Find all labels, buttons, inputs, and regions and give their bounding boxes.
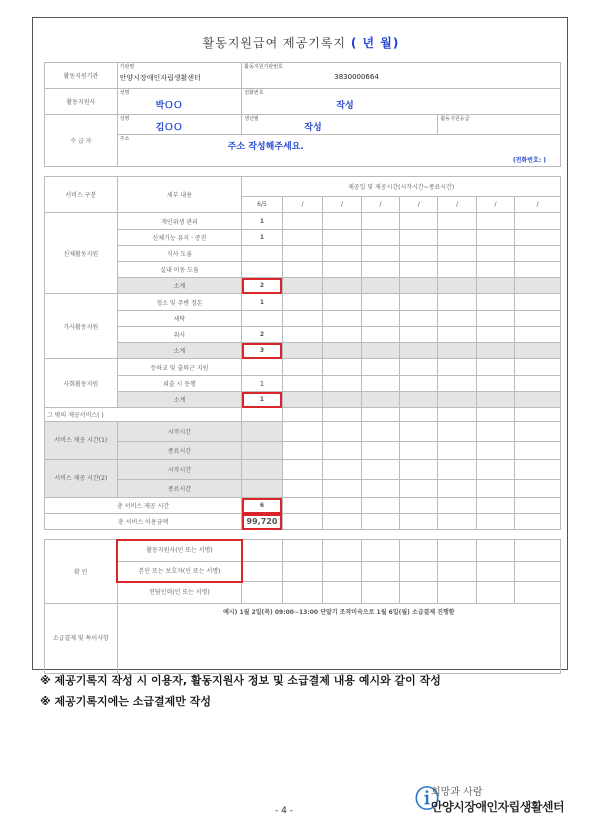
grid-cell[interactable] <box>438 408 476 422</box>
grid-cell[interactable] <box>438 460 476 480</box>
grid-cell[interactable] <box>282 327 322 343</box>
grid-cell[interactable] <box>400 498 438 514</box>
grid-cell[interactable] <box>515 376 561 392</box>
subtotal-value[interactable]: 3 <box>242 343 282 359</box>
worker-phone: 작성 <box>336 101 354 111</box>
agency-name-label: 기관명 <box>119 64 135 70</box>
grid-cell[interactable] <box>515 460 561 480</box>
grid-cell[interactable] <box>438 246 476 262</box>
detail-header: 세부 내용 <box>117 177 242 213</box>
grid-cell[interactable] <box>400 422 438 442</box>
agency-name: 안양시장애인자립생활센터 <box>119 74 201 82</box>
spacer <box>45 167 561 177</box>
grid-cell[interactable] <box>242 460 282 480</box>
section-social-label: 사회활동지원 <box>45 359 118 408</box>
grid-cell[interactable] <box>515 311 561 327</box>
grid-cell[interactable] <box>438 442 476 460</box>
grid-cell[interactable] <box>361 422 399 442</box>
grid-cell[interactable] <box>515 514 561 530</box>
row-label: 개인위생 관리 <box>117 213 242 230</box>
grid-cell[interactable] <box>438 582 476 604</box>
recipient-birth-cell[interactable] <box>242 115 438 135</box>
recipient-address-label: 주소 <box>119 136 130 142</box>
note-2: ※ 제공기록지에는 소급결제만 작성 <box>40 695 211 708</box>
agency-label: 활동지원기관 <box>45 63 118 89</box>
grid-cell[interactable] <box>361 540 399 562</box>
grid-cell[interactable] <box>438 540 476 562</box>
grid-cell[interactable] <box>476 327 514 343</box>
grid-cell[interactable] <box>515 327 561 343</box>
grid-cell[interactable] <box>242 540 282 562</box>
recipient-name: 김ＯＯ <box>155 123 183 133</box>
grid-cell[interactable] <box>282 582 322 604</box>
grid-cell[interactable] <box>323 514 361 530</box>
grid-cell[interactable] <box>476 262 514 278</box>
grid-cell[interactable] <box>400 582 438 604</box>
grid-cell[interactable] <box>438 376 476 392</box>
worker-phone-label: 전화번호 <box>244 90 264 96</box>
grid-cell[interactable] <box>400 246 438 262</box>
grid-cell[interactable] <box>476 540 514 562</box>
row-label: 신체기능 유지ㆍ증진 <box>117 230 242 246</box>
grid-cell[interactable] <box>282 480 322 498</box>
row-value[interactable] <box>242 262 282 278</box>
grid-cell[interactable] <box>282 262 322 278</box>
date-cell[interactable]: / <box>515 197 561 213</box>
form-title <box>33 34 569 51</box>
gray-cell <box>515 278 561 294</box>
grid-cell[interactable] <box>361 442 399 460</box>
grid-cell[interactable] <box>515 230 561 246</box>
recipient-birth: 작성 <box>304 123 322 133</box>
grid-cell[interactable] <box>515 480 561 498</box>
grid-cell[interactable] <box>282 562 322 582</box>
title-text: 활동지원급여 제공기록지 <box>202 36 346 50</box>
date-cell[interactable]: / <box>323 197 361 213</box>
confirm-staff[interactable]: 전담인력(인 또는 서명) <box>117 582 242 604</box>
grid-cell[interactable] <box>476 460 514 480</box>
grid-cell[interactable] <box>476 442 514 460</box>
page-number: - 4 - <box>275 806 293 816</box>
logo-icon: ⓘ <box>415 785 439 813</box>
grid-cell[interactable] <box>323 230 361 246</box>
section-housework-label: 가사활동지원 <box>45 294 118 359</box>
worker-name-label: 성명 <box>119 90 130 96</box>
agency-name-cell[interactable] <box>117 63 242 89</box>
grid-cell[interactable] <box>323 540 361 562</box>
grid-cell[interactable] <box>282 246 322 262</box>
date-cell[interactable]: / <box>400 197 438 213</box>
grid-cell[interactable] <box>282 376 322 392</box>
subtotal-label: 소계 <box>117 392 242 408</box>
recipient-grade-label: 활동지원등급 <box>440 116 470 122</box>
date-cell[interactable]: / <box>438 197 476 213</box>
service-time1-start: 시작시간 <box>117 422 242 442</box>
grid-cell[interactable] <box>361 262 399 278</box>
subtotal-label: 소계 <box>117 278 242 294</box>
grid-cell[interactable] <box>323 562 361 582</box>
grid-cell[interactable] <box>361 408 399 422</box>
grid-cell[interactable] <box>282 460 322 480</box>
grid-cell[interactable] <box>400 540 438 562</box>
grid-cell[interactable] <box>242 442 282 460</box>
recipient-address: 주소 작성해주세요. <box>227 142 304 152</box>
grid-cell[interactable] <box>361 480 399 498</box>
section-physical-label: 신체활동지원 <box>45 213 118 294</box>
logo-subtitle: 희망과 사람 <box>431 787 483 798</box>
grid-cell[interactable] <box>438 294 476 311</box>
row-label: 등하교 및 출퇴근 지원 <box>117 359 242 376</box>
grid-cell[interactable] <box>323 422 361 442</box>
grid-cell[interactable] <box>282 540 322 562</box>
row-value[interactable]: 1 <box>242 294 282 311</box>
row-label: 취사 <box>117 327 242 343</box>
grid-cell[interactable] <box>323 460 361 480</box>
gray-cell <box>400 343 438 359</box>
grid-cell[interactable] <box>361 460 399 480</box>
gray-cell <box>515 343 561 359</box>
gray-cell <box>400 278 438 294</box>
grid-cell[interactable] <box>282 498 322 514</box>
grid-cell[interactable] <box>282 230 322 246</box>
remarks-text[interactable]: 예시) 1월 2일(목) 09:00~13:00 단말기 조작미숙으로 1월 6일(월) 소급결제 진행함 <box>117 604 560 674</box>
row-value[interactable]: 1 <box>242 230 282 246</box>
gray-cell <box>323 343 361 359</box>
grid-cell[interactable] <box>282 294 322 311</box>
grid-cell[interactable] <box>515 540 561 562</box>
gray-cell <box>323 278 361 294</box>
agency-code-cell[interactable] <box>242 63 561 89</box>
subtotal-value[interactable]: 2 <box>242 278 282 294</box>
grid-cell[interactable] <box>400 562 438 582</box>
grid-cell[interactable] <box>400 480 438 498</box>
grid-cell[interactable] <box>438 262 476 278</box>
grid-cell[interactable] <box>515 213 561 230</box>
grid-cell[interactable] <box>361 562 399 582</box>
grid-cell[interactable] <box>476 246 514 262</box>
recipient-name-cell[interactable] <box>117 115 242 135</box>
grid-cell[interactable] <box>400 294 438 311</box>
gray-cell <box>361 392 399 408</box>
grid-cell[interactable] <box>361 514 399 530</box>
recipient-grade-cell[interactable] <box>438 115 561 135</box>
gray-cell <box>476 392 514 408</box>
date-cell[interactable]: / <box>282 197 322 213</box>
grid-cell[interactable] <box>361 498 399 514</box>
grid-cell[interactable] <box>476 311 514 327</box>
grid-cell[interactable] <box>476 514 514 530</box>
grid-cell[interactable] <box>361 327 399 343</box>
gray-cell <box>476 278 514 294</box>
gray-cell <box>323 392 361 408</box>
total-amount-value[interactable]: 99,720 <box>242 514 282 530</box>
grid-cell[interactable] <box>438 327 476 343</box>
grid-cell[interactable] <box>282 311 322 327</box>
record-table <box>44 62 561 674</box>
grid-cell[interactable] <box>515 262 561 278</box>
grid-cell[interactable] <box>400 376 438 392</box>
recipient-phone-cell[interactable] <box>117 153 560 167</box>
date-cell[interactable]: 6/5 <box>242 197 282 213</box>
row-value[interactable] <box>242 359 282 376</box>
subtotal-value[interactable]: 1 <box>242 392 282 408</box>
grid-cell[interactable] <box>323 442 361 460</box>
grid-cell[interactable] <box>476 213 514 230</box>
grid-cell[interactable] <box>282 422 322 442</box>
grid-cell[interactable] <box>400 311 438 327</box>
note-1: ※ 제공기록지 작성 시 이용자, 활동지원사 정보 및 소급결제 내용 예시와 같이 작성 <box>40 674 441 687</box>
grid-cell[interactable] <box>242 408 282 422</box>
recipient-birth-label: 생년월 <box>244 116 259 122</box>
grid-cell[interactable] <box>400 230 438 246</box>
grid-cell[interactable] <box>438 359 476 376</box>
row-label: 식사 도움 <box>117 246 242 262</box>
grid-cell[interactable] <box>515 294 561 311</box>
grid-cell[interactable] <box>400 408 438 422</box>
grid-cell[interactable] <box>323 246 361 262</box>
confirm-guardian[interactable]: 본인 또는 보호자(인 또는 서명) <box>117 562 242 582</box>
grid-cell[interactable] <box>323 359 361 376</box>
gray-cell <box>282 278 322 294</box>
gray-cell <box>515 392 561 408</box>
worker-phone-cell[interactable] <box>242 89 561 115</box>
grid-cell[interactable] <box>361 359 399 376</box>
recipient-name-label: 성명 <box>119 116 130 122</box>
grid-cell[interactable] <box>400 359 438 376</box>
grid-cell[interactable] <box>438 514 476 530</box>
spacer <box>45 530 561 540</box>
grid-cell[interactable] <box>438 562 476 582</box>
grid-cell[interactable] <box>361 311 399 327</box>
grid-cell[interactable] <box>476 359 514 376</box>
gray-cell <box>438 343 476 359</box>
remarks-label: 소급결제 및 특이사항 <box>45 604 118 674</box>
grid-cell[interactable] <box>515 422 561 442</box>
grid-cell[interactable] <box>515 408 561 422</box>
date-cell[interactable]: / <box>476 197 514 213</box>
subtotal-label: 소계 <box>117 343 242 359</box>
service-time2-end: 종료시간 <box>117 480 242 498</box>
grid-cell[interactable] <box>438 230 476 246</box>
grid-cell[interactable] <box>361 376 399 392</box>
gray-cell <box>476 343 514 359</box>
grid-cell[interactable] <box>476 480 514 498</box>
grid-cell[interactable] <box>438 213 476 230</box>
row-value[interactable] <box>242 246 282 262</box>
row-value[interactable] <box>242 311 282 327</box>
row-value[interactable]: 1 <box>242 213 282 230</box>
grid-cell[interactable] <box>323 262 361 278</box>
grid-cell[interactable] <box>323 327 361 343</box>
grid-cell[interactable] <box>400 460 438 480</box>
grid-cell[interactable] <box>242 422 282 442</box>
date-cell[interactable]: / <box>361 197 399 213</box>
time-header: 제공일 및 제공시간(시작시간~종료시간) <box>242 177 561 197</box>
total-amount-label: 총 서비스 이용금액 <box>45 514 242 530</box>
grid-cell[interactable] <box>438 311 476 327</box>
row-label: 실내 이동 도움 <box>117 262 242 278</box>
grid-cell[interactable] <box>438 480 476 498</box>
grid-cell[interactable] <box>282 442 322 460</box>
grid-cell[interactable] <box>323 376 361 392</box>
grid-cell[interactable] <box>476 498 514 514</box>
gray-cell <box>282 343 322 359</box>
row-value[interactable]: 1 <box>242 376 282 392</box>
gray-cell <box>400 392 438 408</box>
grid-cell[interactable] <box>242 480 282 498</box>
service-time1-end: 종료시간 <box>117 442 242 460</box>
grid-cell[interactable] <box>515 582 561 604</box>
grid-cell[interactable] <box>323 294 361 311</box>
grid-cell[interactable] <box>282 514 322 530</box>
worker-label: 활동지원사 <box>45 89 118 115</box>
grid-cell[interactable] <box>323 311 361 327</box>
grid-cell[interactable] <box>323 408 361 422</box>
grid-cell[interactable] <box>400 213 438 230</box>
grid-cell[interactable] <box>515 442 561 460</box>
recipient-phone: (전화번호: ) <box>512 156 546 164</box>
grid-cell[interactable] <box>400 442 438 460</box>
confirm-label: 확 인 <box>45 540 118 604</box>
other-service-label: 그 밖의 제공서비스( ) <box>45 408 242 422</box>
grid-cell[interactable] <box>515 246 561 262</box>
grid-cell[interactable] <box>476 230 514 246</box>
recipient-address-cell[interactable] <box>117 135 560 153</box>
service-time2-label: 서비스 제공 시간(2) <box>45 460 118 498</box>
grid-cell[interactable] <box>476 562 514 582</box>
form-frame <box>32 17 568 708</box>
grid-cell[interactable] <box>400 514 438 530</box>
grid-cell[interactable] <box>476 294 514 311</box>
grid-cell[interactable] <box>282 359 322 376</box>
worker-name: 박ＯＯ <box>155 101 183 111</box>
total-time-label: 총 서비스 제공 시간 <box>45 498 242 514</box>
gray-cell <box>282 392 322 408</box>
grid-cell[interactable] <box>242 562 282 582</box>
gray-cell <box>361 343 399 359</box>
grid-cell[interactable] <box>476 582 514 604</box>
grid-cell[interactable] <box>323 213 361 230</box>
grid-cell[interactable] <box>361 246 399 262</box>
gray-cell <box>438 392 476 408</box>
grid-cell[interactable] <box>515 562 561 582</box>
title-period: ( 년 월) <box>350 36 400 50</box>
grid-cell[interactable] <box>438 422 476 442</box>
grid-cell[interactable] <box>400 327 438 343</box>
grid-cell[interactable] <box>361 230 399 246</box>
center-logo <box>415 781 585 817</box>
service-time1-label: 서비스 제공 시간(1) <box>45 422 118 460</box>
confirm-worker[interactable]: 활동지원사(인 또는 서명) <box>117 540 242 562</box>
row-label: 청소 및 주변 정돈 <box>117 294 242 311</box>
row-label: 세탁 <box>117 311 242 327</box>
grid-cell[interactable] <box>361 294 399 311</box>
grid-cell[interactable] <box>361 582 399 604</box>
grid-cell[interactable] <box>515 498 561 514</box>
grid-cell[interactable] <box>361 213 399 230</box>
gray-cell <box>361 278 399 294</box>
grid-cell[interactable] <box>515 359 561 376</box>
total-time-value[interactable]: 6 <box>242 498 282 514</box>
recipient-label: 수 급 자 <box>45 115 118 167</box>
grid-cell[interactable] <box>282 408 322 422</box>
logo-name: 안양시장애인자립생활센터 <box>431 800 565 814</box>
gray-cell <box>438 278 476 294</box>
grid-cell[interactable] <box>476 408 514 422</box>
grid-cell[interactable] <box>242 582 282 604</box>
grid-cell[interactable] <box>438 498 476 514</box>
worker-name-cell[interactable] <box>117 89 242 115</box>
row-value[interactable]: 2 <box>242 327 282 343</box>
grid-cell[interactable] <box>323 480 361 498</box>
grid-cell[interactable] <box>282 213 322 230</box>
row-label: 외출 시 동행 <box>117 376 242 392</box>
service-time2-start: 시작시간 <box>117 460 242 480</box>
grid-cell[interactable] <box>476 422 514 442</box>
category-header: 서비스 구분 <box>45 177 118 213</box>
grid-cell[interactable] <box>323 498 361 514</box>
grid-cell[interactable] <box>476 376 514 392</box>
agency-code-label: 활동지원기관번호 <box>244 64 283 70</box>
grid-cell[interactable] <box>323 582 361 604</box>
agency-code: 3830000664 <box>334 73 379 81</box>
grid-cell[interactable] <box>400 262 438 278</box>
